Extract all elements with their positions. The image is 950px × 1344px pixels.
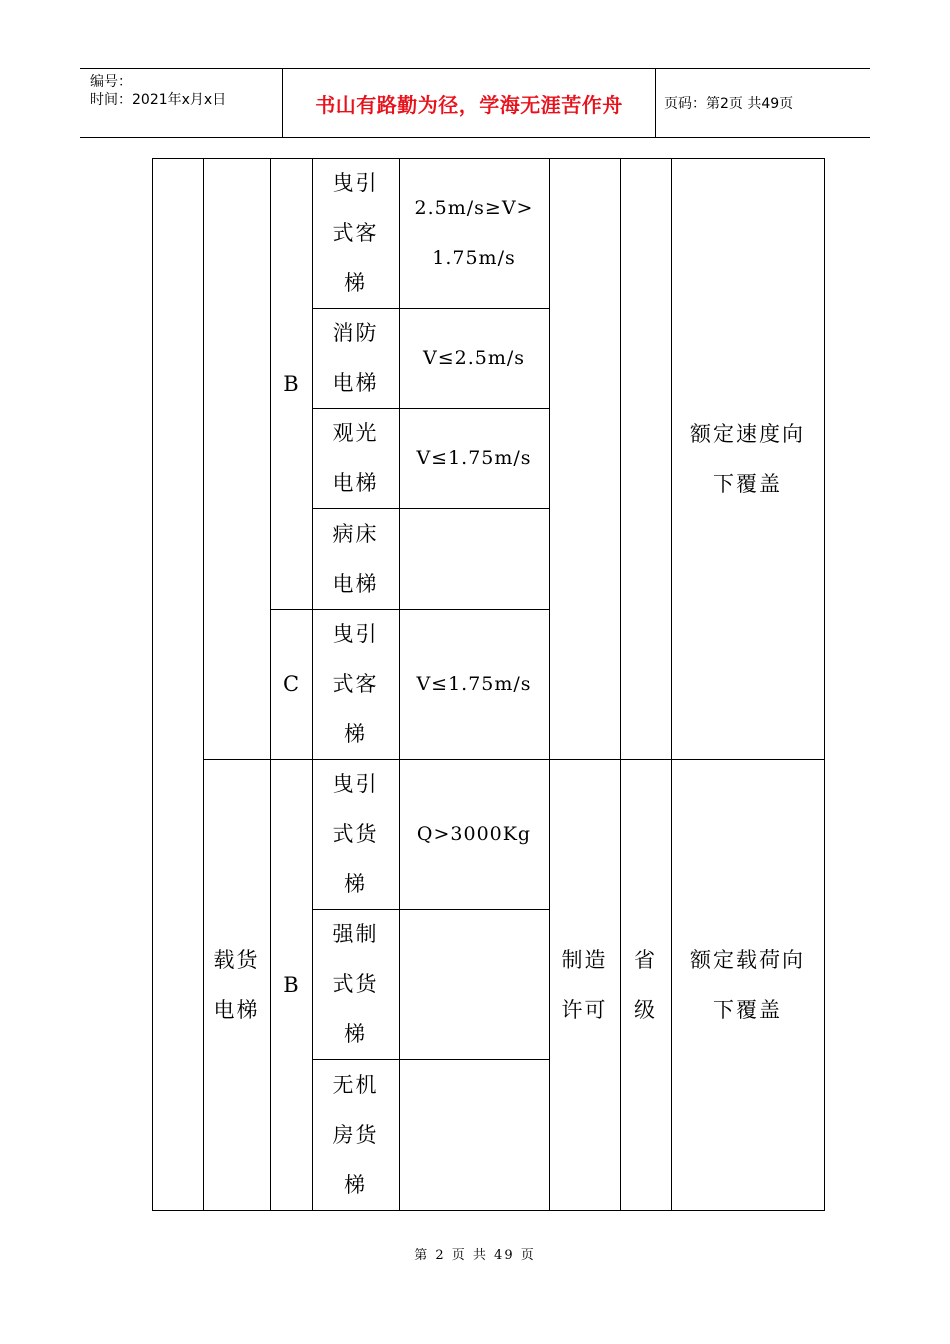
parameter-cell: 2.5m/s≥V> 1.75m/s — [414, 197, 534, 269]
coverage-note-cell: 额定载荷向 下覆盖 — [690, 947, 805, 1022]
parameter-cell: Q>3000Kg — [416, 823, 532, 845]
parameter-cell: V≤1.75m/s — [416, 673, 532, 695]
elevator-type-cell: 消防 电梯 — [332, 321, 379, 395]
elevator-type-cell: 病床 电梯 — [332, 521, 379, 596]
page-footer: 第 2 页 共 49 页 — [414, 1248, 536, 1263]
level-cell: 省 级 — [634, 947, 657, 1022]
header-meta — [90, 73, 226, 109]
page-header — [80, 68, 870, 138]
class-label: B — [283, 972, 299, 997]
elevator-type-cell: 观光 电梯 — [332, 421, 379, 495]
table-border — [152, 158, 153, 1211]
coverage-note-cell: 额定速度向 下覆盖 — [690, 421, 805, 496]
elevator-type-cell: 曳引 式货 梯 — [332, 772, 379, 896]
class-label: C — [282, 672, 300, 696]
elevator-type-cell: 曳引 式客 梯 — [332, 171, 379, 295]
header-divider — [655, 69, 656, 137]
elevator-type-cell: 无机 房货 梯 — [332, 1072, 379, 1197]
license-cell: 制造 许可 — [561, 947, 608, 1022]
document-time-label: 时间：2021年x月x日 — [90, 92, 227, 108]
elevator-type-cell: 强制 式货 梯 — [332, 922, 379, 1046]
elevator-type-cell: 曳引 式客 梯 — [332, 622, 379, 746]
header-page-info: 页码：第2页 共49页 — [664, 96, 794, 112]
class-label: B — [283, 371, 299, 396]
parameter-cell: V≤2.5m/s — [422, 347, 526, 369]
document-number-label: 编号： — [90, 74, 132, 90]
elevator-classification-table — [152, 158, 825, 1211]
table-border — [824, 158, 825, 1211]
category-cell: 载货 电梯 — [213, 947, 260, 1022]
parameter-cell: V≤1.75m/s — [416, 447, 532, 469]
table-border — [152, 1210, 825, 1211]
header-motto: 书山有路勤为径，学海无涯苦作舟 — [315, 92, 623, 117]
